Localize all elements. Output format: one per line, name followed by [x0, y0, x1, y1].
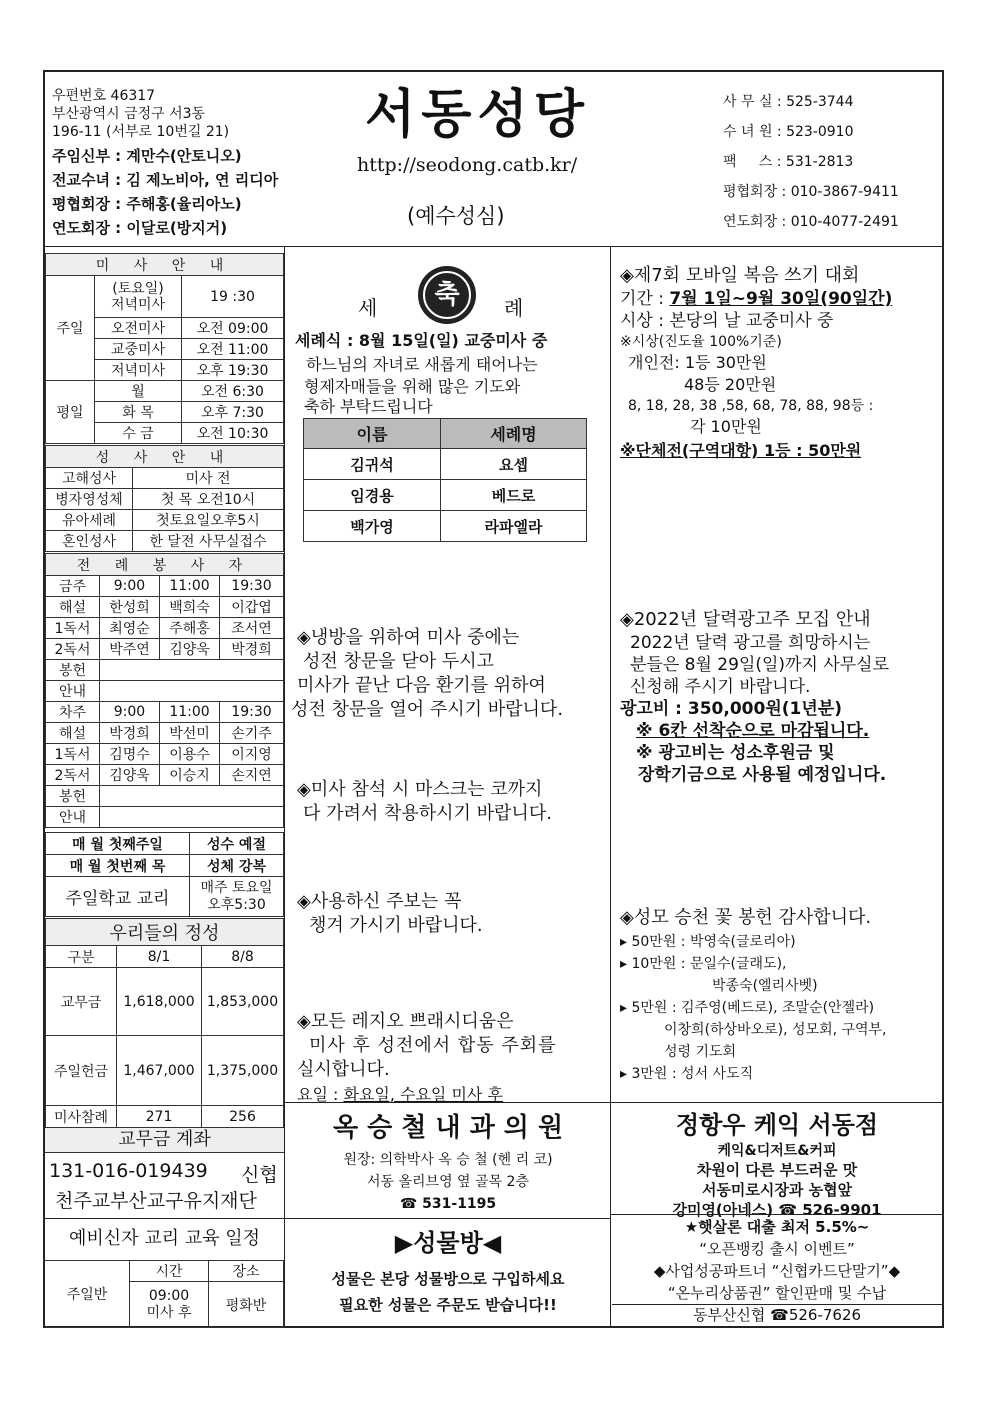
server-cell: 이용수: [160, 744, 220, 765]
server-role: 1독서: [46, 618, 100, 639]
server-cell: 19:30: [220, 702, 284, 723]
calendar-ad-note: ※ 6칸 선착순으로 마감됩니다.: [636, 721, 870, 741]
baptism-saint: 베드로: [441, 480, 587, 511]
baptism-seal-char: 축: [434, 280, 460, 310]
shop-line: 필요한 성물은 주문도 받습니다!!: [339, 1296, 557, 1314]
monthly-event: 성체 강복: [190, 855, 284, 877]
cu-line: ◆사업성공파트너 “신협카드단말기”◆: [653, 1262, 901, 1280]
sacrament-title: 성 사 안 내: [46, 446, 284, 468]
contest-note: ※시상(진도율 100%기준): [620, 334, 782, 350]
catechumen-head: 시간: [130, 1261, 209, 1282]
shop-ad: [286, 1220, 610, 1326]
contact-fax: 팩 스 : 531-2813: [723, 154, 854, 170]
baptism-head: 이름: [304, 419, 441, 449]
legio-days-label: 요일 :: [297, 1085, 344, 1104]
server-cell: 김양욱: [100, 765, 160, 786]
server-cell: 박경희: [100, 723, 160, 744]
credit-union-ad: [612, 1216, 942, 1326]
sunday-label: 주일: [46, 276, 95, 381]
baptism-head: 세례명: [441, 419, 587, 449]
offerings-label: 교무금: [46, 968, 117, 1036]
clinic-name: 옥 승 철 내 과 의 원: [332, 1113, 564, 1143]
offerings-value: 1,618,000: [117, 968, 202, 1036]
mass-time: 오전 11:00: [182, 339, 284, 360]
baptism-text: 형제자매들을 위해 많은 기도와: [304, 377, 521, 396]
catechumen-table: [45, 1260, 284, 1328]
monthly-event: 성수 예절: [190, 833, 284, 855]
server-cell: 최영순: [100, 618, 160, 639]
cake-line: 케익&디저트&커피: [717, 1143, 837, 1159]
clinic-doctor: 원장: 의학박사 옥 승 철 (헨 리 코): [343, 1152, 553, 1168]
server-role: 봉헌: [46, 660, 100, 681]
header: [45, 72, 942, 246]
calendar-ad-note: ※ 광고비는 성소후원금 및: [636, 743, 835, 763]
server-cell: 박선미: [160, 723, 220, 744]
mass-time: 19 :30: [182, 276, 284, 318]
notice-bulletin: [297, 890, 483, 938]
server-role: 2독서: [46, 765, 100, 786]
mass-name: 오전미사: [95, 318, 182, 339]
contest-prize: 48등 20만원: [684, 375, 777, 394]
baptism-date: 세례식 : 8월 15일(일) 교중미사 중: [295, 331, 548, 350]
contest-award-place: 시상 : 본당의 날 교중미사 중: [620, 311, 834, 331]
sacrament-name: 고해성사: [46, 468, 133, 489]
sacrament-time: 첫 목 오전10시: [133, 489, 284, 510]
contest-period: [620, 288, 940, 310]
cake-ad: [612, 1104, 942, 1219]
address-line: 196-11 (서부로 10번길 21): [52, 124, 230, 140]
server-cell: 9:00: [100, 576, 160, 597]
mass-time: 오후 19:30: [182, 360, 284, 381]
server-cell: 주해홍: [160, 618, 220, 639]
flowers-line: ▸ 50만원 : 박영숙(글로리아): [620, 934, 796, 950]
contest-prize: 각 10만원: [690, 417, 762, 436]
server-role: 안내: [46, 681, 100, 702]
baptism-text: 하느님의 자녀로 새롭게 태어나는: [306, 355, 538, 374]
offerings-value: 271: [117, 1106, 202, 1128]
server-cell: [100, 786, 284, 807]
calendar-ad-line: 분들은 8월 29일(일)까지 사무실로: [630, 655, 889, 675]
clinic-ad: [286, 1104, 610, 1218]
server-cell: 11:00: [160, 576, 220, 597]
notice-line: ◈사용하신 주보는 꼭: [297, 891, 462, 912]
mass-day: 월: [95, 381, 182, 402]
flowers-title: ◈성모 승천 꽃 봉헌 감사합니다.: [620, 907, 872, 928]
mass-day: 수 금: [95, 423, 182, 444]
catechumen-time: 09:00 미사 후: [130, 1282, 209, 1328]
mass-name: 저녁미사: [95, 360, 182, 381]
flowers-line: ▸ 10만원 : 문일수(글래도),: [620, 956, 787, 972]
address-line: 부산광역시 금정구 서3동: [52, 106, 206, 122]
server-cell: [100, 681, 284, 702]
server-cell: 11:00: [160, 702, 220, 723]
flowers-line: ▸ 5만원 : 김주영(베드로), 조말순(안젤라): [620, 1000, 875, 1016]
staff-line: 연도회장 : 이달로(방지거): [52, 219, 228, 237]
notice-line: 미사 후 성전에서 합동 주회를: [309, 1035, 557, 1056]
staff-block: [52, 144, 278, 240]
notice-line: 성전 창문을 열어 주시기 바랍니다.: [291, 699, 564, 720]
mass-time: 오전 10:30: [182, 423, 284, 444]
notice-line: 다 가려서 착용하시기 바랍니다.: [303, 803, 552, 824]
contact-office: 사 무 실 : 525-3744: [723, 94, 854, 110]
server-cell: 한성희: [100, 597, 160, 618]
mass-time: 오후 7:30: [182, 402, 284, 423]
weekday-label: 평일: [46, 381, 95, 444]
flowers-line: 박종숙(엘리사벳): [712, 978, 818, 994]
catechumen-head: 장소: [209, 1261, 284, 1282]
server-cell: 박주연: [100, 639, 160, 660]
calendar-ad-fee: 광고비 : 350,000원(1년분): [620, 699, 842, 719]
notice-line: 미사가 끝난 다음 환기를 위하여: [297, 675, 546, 696]
staff-line: 평협회장 : 주해홍(율리아노): [52, 195, 242, 213]
contest-title: ◈제7회 모바일 복음 쓰기 대회: [620, 265, 860, 286]
server-role: 1독서: [46, 744, 100, 765]
contest-prize: 8, 18, 28, 38 ,58, 68, 78, 88, 98등 :: [628, 398, 874, 414]
cu-contact: 동부산신협 ☎526-7626: [612, 1304, 942, 1325]
sacrament-time: 한 달전 사무실접수: [133, 531, 284, 552]
monthly-table: [45, 832, 284, 917]
notice-cooling: [291, 626, 563, 722]
server-cell: 이승지: [160, 765, 220, 786]
contest-period-value: 7월 1일~9월 30일(90일간): [669, 289, 893, 309]
contact-convent: 수 녀 원 : 523-0910: [723, 124, 854, 140]
notice-mask: [297, 778, 552, 826]
notice-line: 챙겨 가시기 바랍니다.: [309, 915, 483, 936]
flowers-section: [620, 906, 940, 1084]
catechumen-class: 주일반: [45, 1261, 130, 1328]
mass-name: 교중미사: [95, 339, 182, 360]
offerings-value: 1,467,000: [117, 1036, 202, 1106]
contact-council: 평협회장 : 010-3867-9411: [723, 184, 899, 200]
notice-line: 실시합니다.: [297, 1059, 390, 1080]
servers-title: 전 례 봉 사 자: [46, 554, 284, 576]
catechumen-place: 평화반: [209, 1282, 284, 1328]
offerings-head: 8/1: [117, 946, 202, 968]
sacrament-time: 미사 전: [133, 468, 284, 489]
mass-time: 오전 6:30: [182, 381, 284, 402]
baptism-left-char: 세: [358, 296, 378, 320]
contest-team-prize: ※단체전(구역대항) 1등 : 50만원: [620, 441, 862, 460]
servers-table: [45, 553, 284, 828]
server-cell: 조서연: [220, 618, 284, 639]
baptism-name: 김귀석: [304, 449, 441, 480]
notice-line: ◈모든 레지오 쁘래시디움은: [297, 1011, 514, 1032]
server-role: 봉헌: [46, 786, 100, 807]
contacts-block: [723, 87, 899, 237]
mass-day: 화 목: [95, 402, 182, 423]
feast-subtitle: (예수성심): [407, 204, 505, 228]
cu-line: “온누리상품권” 할인판매 및 수납: [667, 1284, 887, 1302]
account-holder: 천주교부산교구유지재단: [55, 1190, 257, 1212]
account-box: [45, 1128, 284, 1216]
baptism-name: 백가영: [304, 511, 441, 542]
sacrament-time: 첫토요일오후5시: [133, 510, 284, 531]
flowers-line: 이창희(하상바오로), 성모회, 구역부,: [664, 1022, 887, 1038]
baptism-saint: 요셉: [441, 449, 587, 480]
mass-name: (토요일) 저녁미사: [95, 276, 182, 318]
monthly-label: 매 월 첫번째 목: [46, 855, 190, 877]
baptism-saint: 라파엘라: [441, 511, 587, 542]
flowers-line: 성령 기도회: [664, 1044, 737, 1060]
offerings-label: 주일헌금: [46, 1036, 117, 1106]
mass-schedule-title: 미 사 안 내: [46, 254, 284, 276]
offerings-value: 1,853,000: [202, 968, 284, 1036]
calendar-ad-line: 2022년 달력 광고를 희망하시는: [630, 633, 871, 653]
flowers-line: ▸ 3만원 : 성서 사도직: [620, 1066, 754, 1082]
clinic-phone: ☎ 531-1195: [399, 1196, 497, 1212]
server-role: 안내: [46, 807, 100, 828]
baptism-right-char: 례: [504, 296, 524, 320]
server-cell: 김명수: [100, 744, 160, 765]
offerings-title: 우리들의 정성: [46, 919, 284, 946]
sacrament-name: 혼인성사: [46, 531, 133, 552]
account-title: 교무금 계좌: [45, 1128, 284, 1153]
notice-line: 성전 창문을 닫아 두시고: [303, 651, 495, 672]
shop-line: 성물은 본당 성물방으로 구입하세요: [331, 1270, 565, 1288]
server-cell: 이갑엽: [220, 597, 284, 618]
baptism-name: 임경용: [304, 480, 441, 511]
server-cell: 백희숙: [160, 597, 220, 618]
cake-line: 차원이 다른 부드러운 맛: [696, 1161, 858, 1179]
sunday-school-time: 매주 토요일 오후5:30: [190, 877, 284, 917]
contest-prize: 개인전: 1등 30만원: [628, 353, 767, 372]
address-block: [52, 87, 229, 141]
account-number[interactable]: 131-016-019439: [49, 1160, 208, 1182]
baptism-table: [303, 418, 587, 542]
offerings-label: 미사참례: [46, 1106, 117, 1128]
server-cell: [100, 807, 284, 828]
cu-line: “오픈뱅킹 출시 이벤트”: [699, 1240, 855, 1258]
contest-section: [620, 264, 940, 462]
staff-line: 주임신부 : 계만수(안토니오): [52, 147, 242, 165]
baptism-seal-icon: [418, 266, 476, 324]
baptism-text: 축하 부탁드립니다: [304, 397, 433, 416]
calendar-ad-section: [620, 608, 940, 786]
contest-period-label: 기간 :: [620, 289, 670, 309]
contact-yeondo: 연도회장 : 010-4077-2491: [723, 214, 899, 230]
server-cell: 손기주: [220, 723, 284, 744]
shop-title: ▶성물방◀: [394, 1229, 502, 1257]
sunday-school-label: 주일학교 교리: [46, 877, 190, 917]
cake-line: 서동미로시장과 농협앞: [701, 1181, 853, 1199]
sacrament-table: [45, 445, 284, 552]
server-cell: 김양욱: [160, 639, 220, 660]
server-cell: 손지연: [220, 765, 284, 786]
calendar-ad-note: 장학기금으로 사용될 예정입니다.: [638, 765, 887, 785]
account-bank: 신협: [241, 1164, 278, 1186]
notice-line: ◈미사 참석 시 마스크는 코까지: [297, 779, 543, 800]
monthly-label: 매 월 첫째주일: [46, 833, 190, 855]
mass-time: 오전 09:00: [182, 318, 284, 339]
server-role: 2독서: [46, 639, 100, 660]
server-role: 해설: [46, 597, 100, 618]
server-role: 해설: [46, 723, 100, 744]
server-cell: 이지영: [220, 744, 284, 765]
server-cell: 9:00: [100, 702, 160, 723]
staff-line: 전교수녀 : 김 제노비아, 연 리디아: [52, 171, 279, 189]
offerings-head: 구분: [46, 946, 117, 968]
offerings-head: 8/8: [202, 946, 284, 968]
parish-url[interactable]: http://seodong.catb.kr/: [357, 154, 578, 176]
calendar-ad-line: 신청해 주시기 바랍니다.: [630, 677, 811, 697]
server-cell: 19:30: [220, 576, 284, 597]
clinic-address: 서동 올리브영 옆 골목 2층: [367, 1174, 529, 1190]
calendar-ad-title: ◈2022년 달력광고주 모집 안내: [620, 609, 871, 630]
parish-title: 서동성당: [365, 85, 590, 145]
cake-shop-name: 정항우 케익 서동점: [675, 1111, 879, 1139]
offerings-value: 256: [202, 1106, 284, 1128]
server-role: 차주: [46, 702, 100, 723]
offerings-table: [45, 918, 284, 1128]
notice-line: ◈냉방을 위하여 미사 중에는: [297, 627, 520, 648]
server-cell: [100, 660, 284, 681]
sacrament-name: 유아세례: [46, 510, 133, 531]
sacrament-name: 병자영성체: [46, 489, 133, 510]
cake-contact: 강미영(아네스) ☎ 526-9901: [672, 1201, 882, 1219]
offerings-value: 1,375,000: [202, 1036, 284, 1106]
postal-code: 우편번호 46317: [52, 88, 156, 104]
catechumen-title: 예비신자 교리 교육 일정: [68, 1228, 261, 1249]
mass-schedule-table: [45, 253, 284, 444]
server-role: 금주: [46, 576, 100, 597]
cu-line: ★햇살론 대출 최저 5.5%~: [684, 1218, 870, 1236]
legio-days-value: 화요일, 수요일 미사 후: [343, 1085, 503, 1104]
server-cell: 박경희: [220, 639, 284, 660]
notice-legio: [297, 1010, 557, 1106]
